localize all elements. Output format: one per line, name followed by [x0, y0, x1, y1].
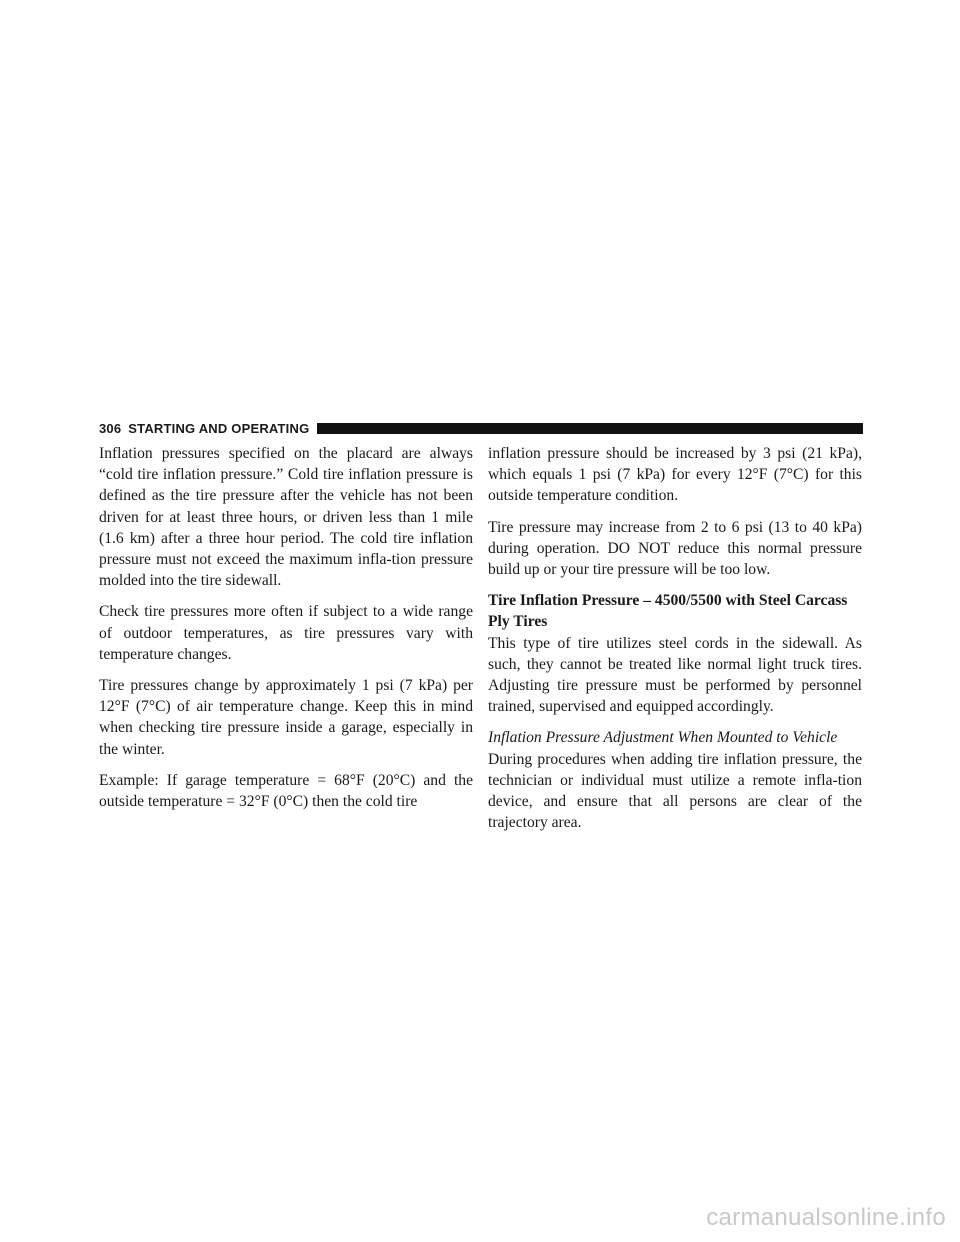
header-rule	[317, 423, 863, 434]
page-number: 306	[99, 420, 122, 436]
page-header	[99, 418, 863, 438]
right-column	[488, 443, 862, 843]
left-column	[99, 443, 473, 822]
section-title: STARTING AND OPERATING	[128, 420, 310, 436]
heading-steel-carcass: Tire Inflation Pressure – 4500/5500 with Steel Carcass Ply Tires	[488, 592, 848, 631]
paragraph-example-continued: inflation pressure should be increased by 3 psi (21 kPa), which equals 1 psi (7 kPa) for every 12°F (7°C) for this outside temperature condition.	[488, 445, 862, 505]
paragraph-remote-inflation: During procedures when adding tire inflation pressure, the technician or individual must utilize a remote infla-tion device, and ensure that all persons are clear of the trajectory area.	[488, 750, 862, 832]
paragraph-steel-cords: This type of tire utilizes steel cords in the sidewall. As such, they cannot be treated like normal light truck tires. Adjusting tire pressure must be performed by personnel trained, supervised and equipped accordingly.	[488, 634, 862, 716]
paragraph-pressure-increase: Tire pressure may increase from 2 to 6 psi (13 to 40 kPa) during operation. DO NOT reduce this normal pressure build up or your tire pressure will be too low.	[488, 518, 862, 579]
subheading-adjustment-mounted: Inflation Pressure Adjustment When Mounted to Vehicle	[488, 729, 838, 747]
paragraph-pressure-change: Tire pressures change by approximately 1 psi (7 kPa) per 12°F (7°C) of air temperature change. Keep this in mind when checking tire pressure inside a garage, especially in the winter.	[99, 677, 473, 758]
paragraph-cold-tire-pressure: Inflation pressures specified on the placard are always “cold tire inflation pressure.” Cold tire inflation pressure is defined as the tire pressure after the vehicle has not been driven for at least three hours, or driven less than 1 mile (1.6 km) after a three hour period. The cold tire inflation pressure must not exceed the maximum infla-tion pressure molded into the tire sidewall.	[99, 445, 473, 590]
paragraph-check-pressures: Check tire pressures more often if subject to a wide range of outdoor temperatures, as tire pressures vary with temperature changes.	[99, 603, 473, 663]
paragraph-example: Example: If garage temperature = 68°F (20°C) and the outside temperature = 32°F (0°C) then the cold tire	[99, 771, 473, 811]
watermark-text: carmanualsonline.info	[706, 1204, 946, 1231]
